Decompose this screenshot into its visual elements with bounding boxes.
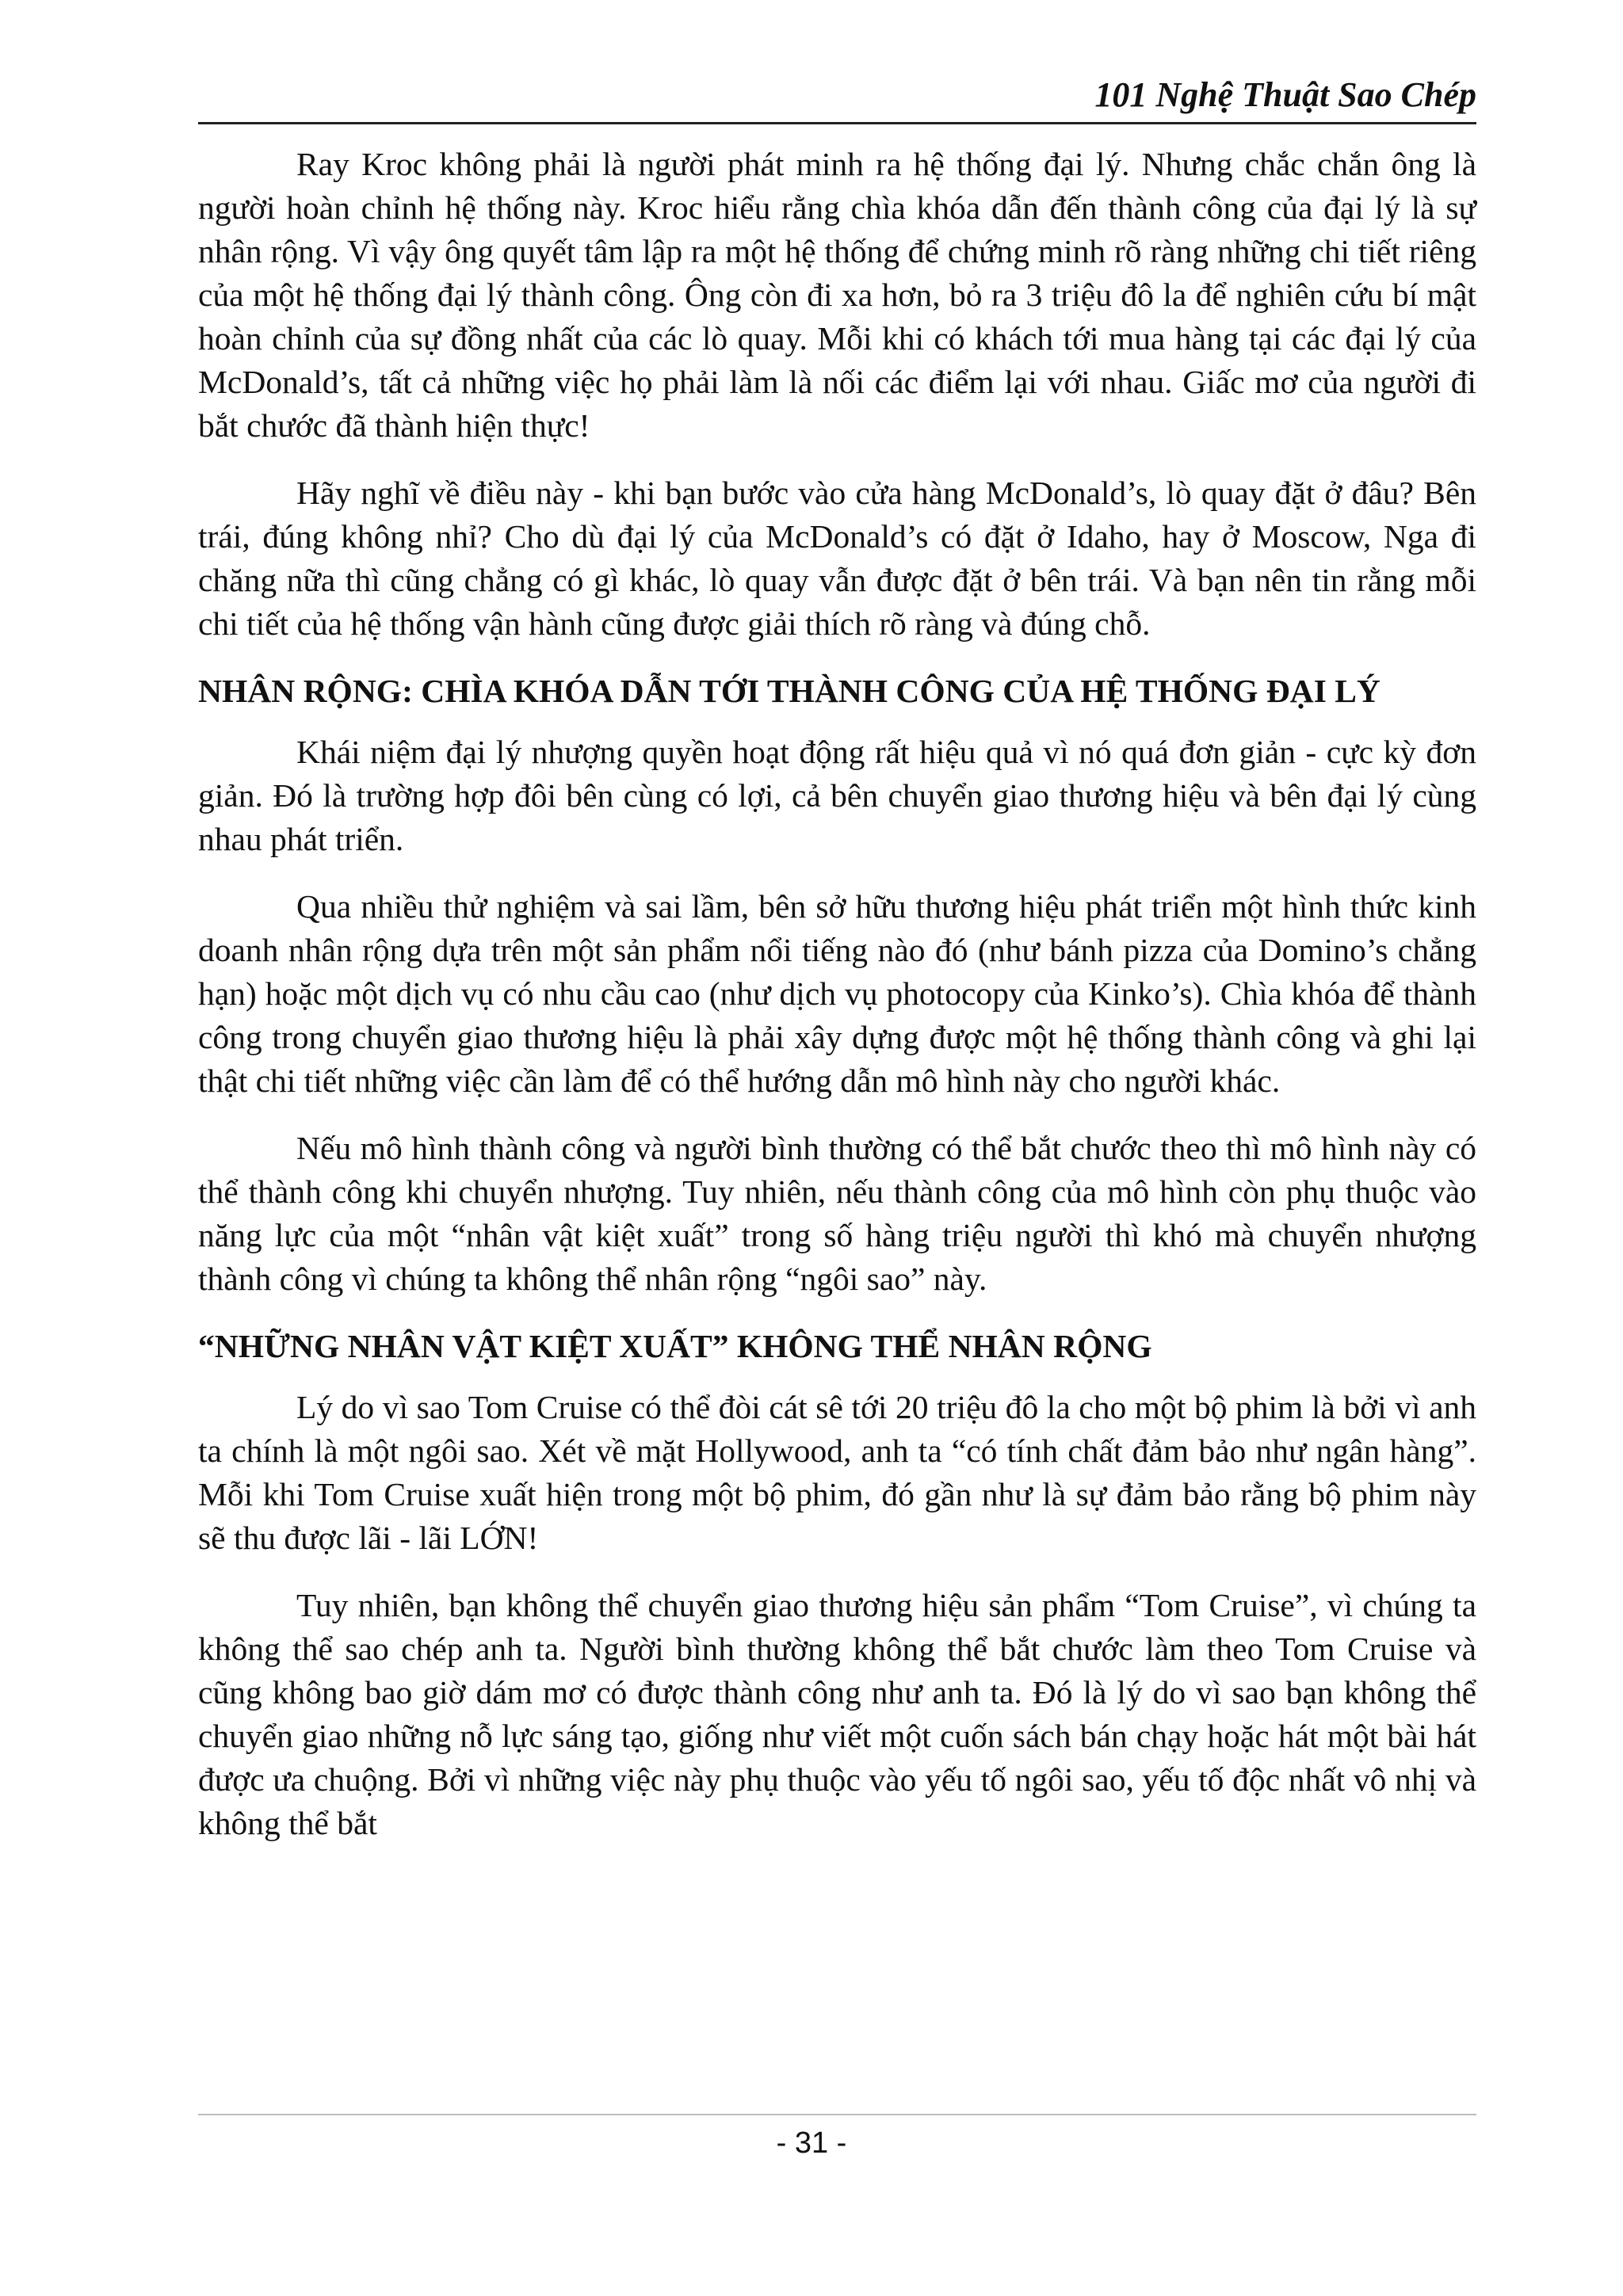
page-number: - 31 - <box>776 2126 847 2160</box>
paragraph: Nếu mô hình thành công và người bình thường có thể bắt chước theo thì mô hình này có thể thành công khi chuyển nhượng. Tuy nhiên, nếu thành công của mô hình còn phụ thuộc vào năng lực của một “nhân vật kiệt xuất” trong số hàng triệu người thì khó mà chuyển nhượng thành công vì chúng ta không thể nhân rộng “ngôi sao” này. <box>198 1130 1476 1297</box>
footer-divider <box>198 2114 1476 2115</box>
paragraph: Ray Kroc không phải là người phát minh ra hệ thống đại lý. Nhưng chắc chắn ông là người hoàn chỉnh hệ thống này. Kroc hiểu rằng chìa khóa dẫn đến thành công của đại lý là sự nhân rộng. Vì vậy ông quyết tâm lập ra một hệ thống để chứng minh rõ ràng những chi tiết riêng của một hệ thống đại lý thành công. Ông còn đi xa hơn, bỏ ra 3 triệu đô la để nghiên cứu bí mật hoàn chỉnh của sự đồng nhất của các lò quay. Mỗi khi có khách tới mua hàng tại các đại lý của McDonald’s, tất cả những việc họ phải làm là nối các điểm lại với nhau. Giấc mơ của người đi bắt chước đã thành hiện thực! <box>198 146 1476 444</box>
book-title: 101 Nghệ Thuật Sao Chép <box>1094 75 1476 114</box>
paragraph: Tuy nhiên, bạn không thể chuyển giao thương hiệu sản phẩm “Tom Cruise”, vì chúng ta không thể sao chép anh ta. Người bình thường không thể bắt chước làm theo Tom Cruise và cũng không bao giờ dám mơ có được thành công như anh ta. Đó là lý do vì sao bạn không thể chuyển giao những nỗ lực sáng tạo, giống như viết một cuốn sách bán chạy hoặc hát một bài hát được ưa chuộng. Bởi vì những việc này phụ thuộc vào yếu tố ngôi sao, yếu tố độc nhất vô nhị và không thể bắt <box>198 1587 1476 1841</box>
paragraph: Khái niệm đại lý nhượng quyền hoạt động rất hiệu quả vì nó quá đơn giản - cực kỳ đơn giản. Đó là trường hợp đôi bên cùng có lợi, cả bên chuyển giao thương hiệu và bên đại lý cùng nhau phát triển. <box>198 734 1476 857</box>
page-body <box>198 143 1476 1869</box>
section-heading: NHÂN RỘNG: CHÌA KHÓA DẪN TỚI THÀNH CÔNG CỦA HỆ THỐNG ĐẠI LÝ <box>198 673 1381 709</box>
running-header <box>198 73 1476 124</box>
section-heading: “NHỮNG NHÂN VẬT KIỆT XUẤT” KHÔNG THỂ NHÂN RỘNG <box>198 1328 1152 1364</box>
paragraph: Lý do vì sao Tom Cruise có thể đòi cát sê tới 20 triệu đô la cho một bộ phim là bởi vì anh ta chính là một ngôi sao. Xét về mặt Hollywood, anh ta “có tính chất đảm bảo như ngân hàng”. Mỗi khi Tom Cruise xuất hiện trong một bộ phim, đó gần như là sự đảm bảo rằng bộ phim này sẽ thu được lãi - lãi LỚN! <box>198 1389 1476 1556</box>
paragraph: Hãy nghĩ về điều này - khi bạn bước vào cửa hàng McDonald’s, lò quay đặt ở đâu? Bên trái, đúng không nhỉ? Cho dù đại lý của McDonald’s có đặt ở Idaho, hay ở Moscow, Nga đi chăng nữa thì cũng chẳng có gì khác, lò quay vẫn được đặt ở bên trái. Và bạn nên tin rằng mỗi chi tiết của hệ thống vận hành cũng được giải thích rõ ràng và đúng chỗ. <box>198 475 1476 642</box>
paragraph: Qua nhiều thử nghiệm và sai lầm, bên sở hữu thương hiệu phát triển một hình thức kinh doanh nhân rộng dựa trên một sản phẩm nổi tiếng nào đó (như bánh pizza của Domino’s chẳng hạn) hoặc một dịch vụ có nhu cầu cao (như dịch vụ photocopy của Kinko’s). Chìa khóa để thành công trong chuyển giao thương hiệu là phải xây dựng được một hệ thống thành công và ghi lại thật chi tiết những việc cần làm để có thể hướng dẫn mô hình này cho người khác. <box>198 888 1476 1099</box>
